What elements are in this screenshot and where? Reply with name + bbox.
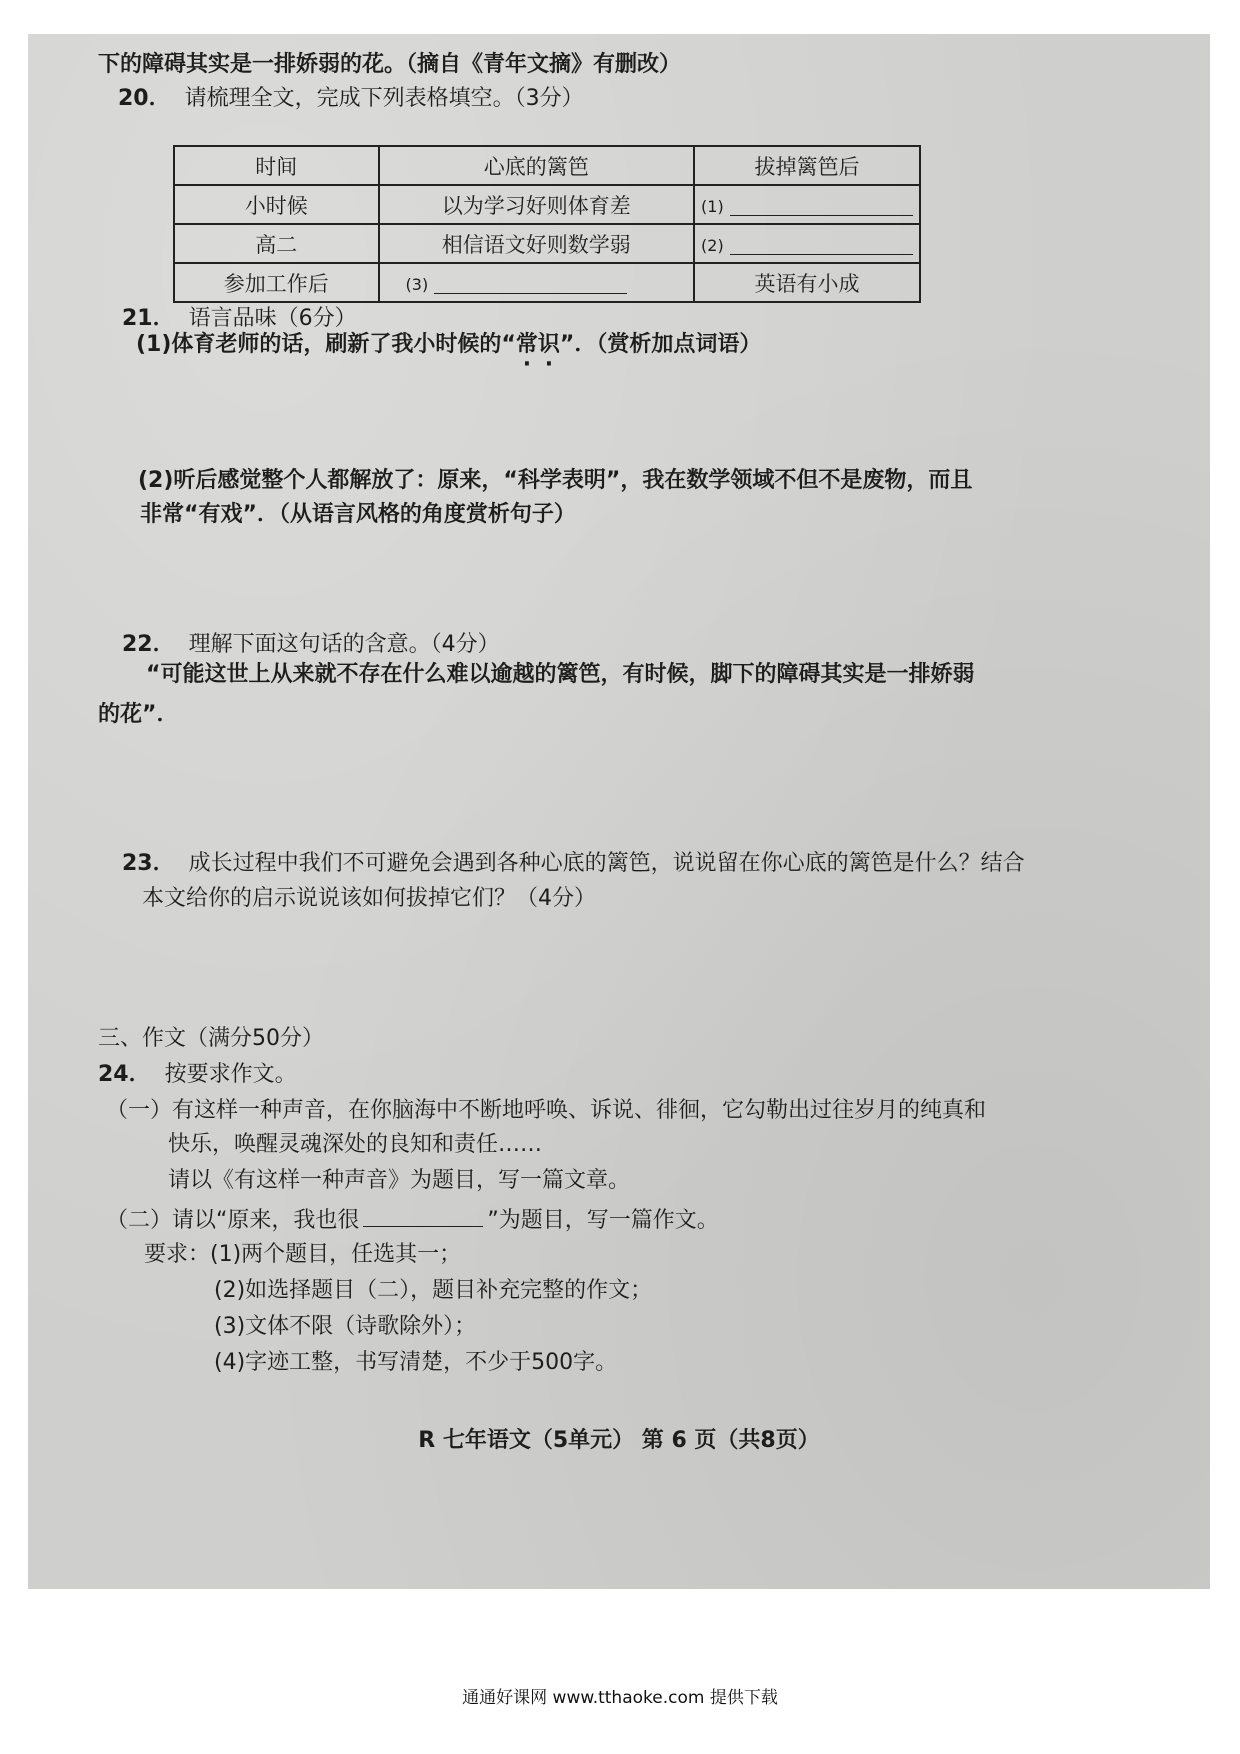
table-cell-time: 高二 <box>174 224 379 263</box>
question-text: 请梳理全文，完成下列表格填空。（3分） <box>184 86 584 111</box>
requirement-1 <box>144 1240 461 1270</box>
table-cell-fence: 以为学习好则体育差 <box>379 185 695 224</box>
option-text: （二）请以“原来，我也很 <box>106 1208 360 1233</box>
question-number: 24． <box>98 1062 151 1087</box>
option-1-line-1: （一）有这样一种声音，在你脑海中不断地呼唤、诉说、徘徊，它勾勒出过往岁月的纯真和 <box>106 1098 987 1123</box>
answer-blank-line[interactable] <box>730 232 913 255</box>
question-22-quote-line-2: 的花”． <box>98 702 179 727</box>
question-text: 按要求作文。 <box>164 1062 297 1087</box>
question-text: 理解下面这句话的含意。（4分） <box>188 632 500 657</box>
table-cell-blank[interactable] <box>694 224 920 263</box>
question-text: 语言品味（6分） <box>188 306 357 331</box>
answer-table <box>173 145 921 303</box>
table-cell-blank[interactable] <box>694 185 920 224</box>
question-21-part-2-line-1: (2)听后感觉整个人都解放了：原来，“科学表明”，我在数学领域不但不是废物，而且 <box>138 468 973 493</box>
requirement-2: (2)如选择题目（二），题目补充完整的作文； <box>214 1278 653 1303</box>
requirement-4: (4)字迹工整，书写清楚，不少于500字。 <box>214 1350 618 1375</box>
question-text: 成长过程中我们不可避免会遇到各种心底的篱笆，说说留在你心底的篱笆是什么？结合 <box>188 851 1025 876</box>
table-row <box>174 263 920 302</box>
question-number: 20． <box>118 86 171 111</box>
title-blank-line[interactable] <box>363 1202 483 1227</box>
answer-blank-line[interactable] <box>434 271 627 294</box>
option-text: ”为题目，写一篇作文。 <box>487 1208 719 1233</box>
page-number-footer: R 七年语文（5单元） 第 6 页（共8页） <box>418 1428 820 1453</box>
option-1-line-3: 请以《有这样一种声音》为题目，写一篇文章。 <box>168 1168 631 1193</box>
question-20 <box>118 84 584 114</box>
question-24 <box>98 1060 297 1090</box>
table-cell-after: 英语有小成 <box>694 263 920 302</box>
question-number: 22． <box>122 632 175 657</box>
question-number: 21． <box>122 306 175 331</box>
question-23-line-2: 本文给你的启示说说该如何拔掉它们？（4分） <box>142 886 596 911</box>
section-title: 三、作文（满分50分） <box>98 1026 324 1051</box>
question-23-line-1 <box>122 849 1025 879</box>
table-row <box>174 185 920 224</box>
requirement-text: (1)两个题目，任选其一； <box>210 1242 462 1267</box>
sub-question-text: (1)体育老师的话，刷新了我小时候的“ <box>136 332 516 357</box>
requirement-3: (3)文体不限（诗歌除外）； <box>214 1314 477 1339</box>
table-header: 拔掉篱笆后 <box>694 146 920 185</box>
table-header-row <box>174 146 920 185</box>
question-21-part-2-line-2: 非常“有戏”．（从语言风格的角度赏析句子） <box>140 502 576 527</box>
question-number: 23． <box>122 851 175 876</box>
question-22-quote-line-1: “可能这世上从来就不存在什么难以逾越的篱笆，有时候，脚下的障碍其实是一排娇弱 <box>146 662 975 687</box>
top-line: 下的障碍其实是一排娇弱的花。（摘自《青年文摘》有删改） <box>98 52 682 77</box>
table-header: 时间 <box>174 146 379 185</box>
blank-marker: (2) <box>701 236 724 255</box>
exam-sheet <box>28 34 1210 1589</box>
question-22 <box>122 630 500 660</box>
dotted-char: 常 <box>515 332 538 357</box>
blank-marker: (3) <box>405 275 429 294</box>
table-cell-blank[interactable] <box>379 263 695 302</box>
option-1-line-2: 快乐，唤醒灵魂深处的良知和责任…… <box>168 1132 543 1157</box>
blank-marker: (1) <box>701 197 724 216</box>
question-21-part-1 <box>136 330 761 360</box>
dotted-char: 识 <box>537 332 560 357</box>
option-2-line <box>106 1202 719 1236</box>
table-row <box>174 224 920 263</box>
answer-blank-line[interactable] <box>730 193 913 216</box>
sub-question-text: ”．（赏析加点词语） <box>559 332 762 357</box>
table-cell-fence: 相信语文好则数学弱 <box>379 224 695 263</box>
table-header: 心底的篱笆 <box>379 146 695 185</box>
requirement-label: 要求： <box>144 1242 211 1267</box>
download-footer: 通通好课网 www.tthaoke.com 提供下载 <box>462 1688 778 1708</box>
table-cell-time: 参加工作后 <box>174 263 379 302</box>
table-cell-time: 小时候 <box>174 185 379 224</box>
